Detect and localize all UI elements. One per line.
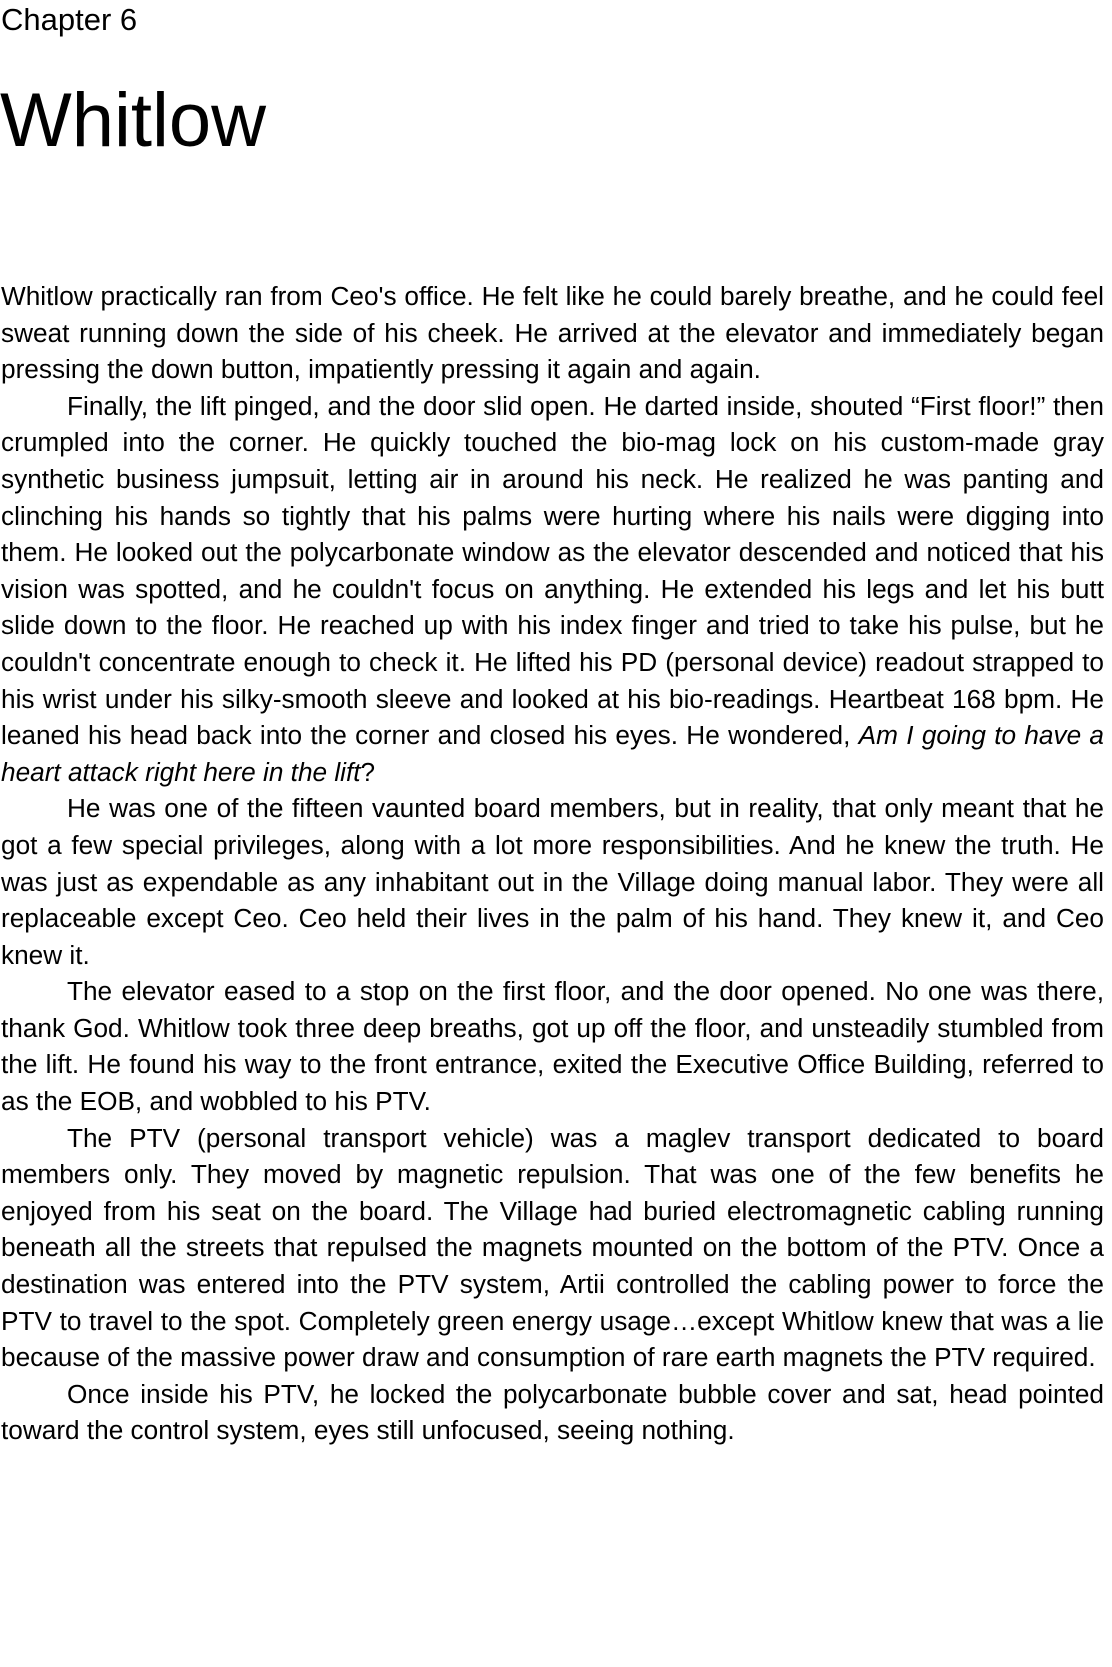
paragraph-5: The PTV (personal transport vehicle) was a maglev transport dedicated to board members only. They moved by magnetic repulsion. That was one of the few benefits he enjoyed from his seat on the board. The Village had buried electromagnetic cabling running beneath all the streets that repulsed the magnets mounted on the bottom of the PTV. Once a destination was entered into the PTV system, Artii controlled the cabling power to force the PTV to travel to the spot. Completely green energy usage…except Whitlow knew that was a lie because of the massive power draw and consumption of rare earth magnets the PTV required. (1, 1122, 1104, 1373)
paragraph-1: Whitlow practically ran from Ceo's office. He felt like he could barely breathe, and he could feel sweat running down the side of his cheek. He arrived at the elevator and immediately began pressing the down button, impatiently pressing it again and again. (1, 281, 1104, 385)
paragraph-2-end: ? (360, 756, 376, 787)
paragraph-6: Once inside his PTV, he locked the polycarbonate bubble cover and sat, head pointed toward the control system, eyes still unfocused, seeing nothing. (1, 1378, 1104, 1446)
chapter-label: Chapter 6 (1, 2, 138, 37)
paragraph-4: The elevator eased to a stop on the first floor, and the door opened. No one was there, thank God. Whitlow took three deep breaths, got up off the floor, and unsteadily stumbled from the lift. He found his way to the front entrance, exited the Executive Office Building, referred to as the EOB, and wobbled to his PTV. (1, 976, 1104, 1117)
paragraph-2 (1, 388, 1104, 791)
paragraph-2-text: Finally, the lift pinged, and the door slid open. He darted inside, shouted “First floor!” then crumpled into the corner. He quickly touched the bio-mag lock on his custom-made gray synthetic business jumpsuit, letting air in around his neck. He realized he was panting and clinching his hands so tightly that his palms were hurting where his nails were digging into them. He looked out the polycarbonate window as the elevator descended and noticed that his vision was spotted, and he couldn't focus on anything. He extended his legs and let his butt slide down to the floor. He reached up with his index finger and tried to take his pulse, but he couldn't concentrate enough to check it. He lifted his PD (personal device) readout strapped to his wrist under his silky-smooth sleeve and looked at his bio-readings. Heartbeat 168 bpm. He leaned his head back into the corner and closed his eyes. He wondered, (1, 390, 1104, 751)
chapter-title: Whitlow (0, 78, 267, 163)
chapter-body (1, 278, 1104, 1449)
paragraph-3: He was one of the fifteen vaunted board members, but in reality, that only meant that he got a few special privileges, along with a lot more responsibilities. And he knew the truth. He was just as expendable as any inhabitant out in the Village doing manual labor. They were all replaceable except Ceo. Ceo held their lives in the palm of his hand. They knew it, and Ceo knew it. (1, 793, 1104, 970)
paragraph-2-italic-thought: Am I going to have a heart attack right here in the lift (1, 720, 1104, 787)
